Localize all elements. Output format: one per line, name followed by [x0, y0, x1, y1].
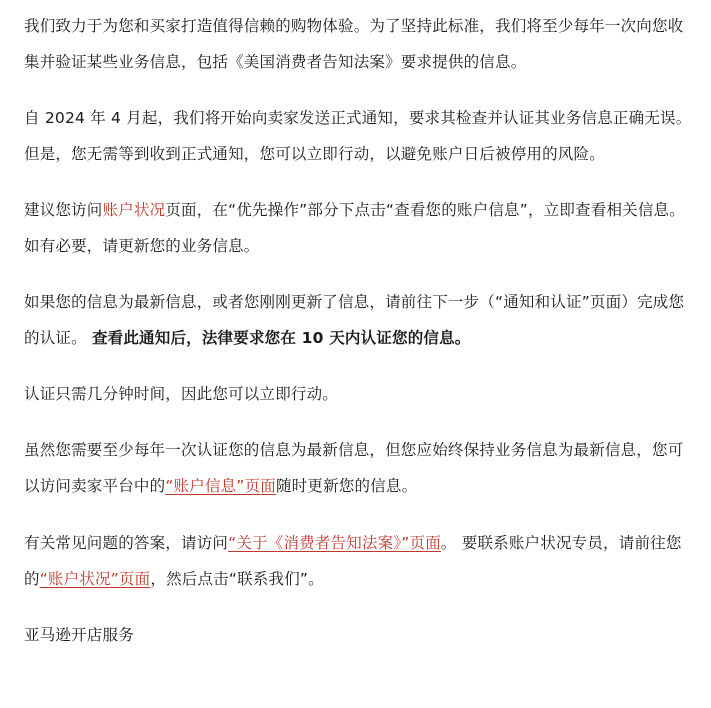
notice-body — [24, 8, 696, 653]
keep-updated-text-before: 虽然您需要至少每年一次认证您的信息为最新信息，但您应始终保持业务信息为最新信息，您可以访问卖家平台中的 — [24, 441, 684, 495]
faq-contact-paragraph — [24, 525, 696, 597]
notification-timing-text: 自 2024 年 4 月起，我们将开始向卖家发送正式通知，要求其检查并认证其业务信息正确无误。 但是，您无需等到收到正式通知，您可以立即行动，以避免账户日后被停用的风险。 — [24, 109, 692, 163]
account-info-page-link[interactable]: “账户信息”页面 — [165, 477, 276, 495]
review-suggestion-text-before: 建议您访问 — [24, 201, 103, 219]
faq-text-before: 有关常见问题的答案，请访问 — [24, 534, 229, 552]
review-suggestion-text-after: 页面，在“优先操作”部分下点击“查看您的账户信息”，立即查看相关信息。如有必要，请更新您的业务信息。 — [24, 201, 685, 255]
keep-updated-paragraph — [24, 432, 696, 504]
quick-action-text: 认证只需几分钟时间，因此您可以立即行动。 — [24, 385, 339, 403]
keep-updated-text-after: 随时更新您的信息。 — [275, 477, 418, 495]
faq-text-after: ，然后点击“联系我们”。 — [150, 570, 324, 588]
signature-paragraph — [24, 617, 696, 653]
intro-paragraph — [24, 8, 696, 80]
legal-deadline-text: 查看此通知后，法律要求您在 10 天内认证您的信息。 — [91, 329, 471, 347]
about-inform-act-page-link[interactable]: “关于《消费者告知法案》”页面 — [228, 534, 441, 552]
certification-paragraph — [24, 284, 696, 356]
account-health-link[interactable]: 账户状况 — [102, 201, 166, 219]
review-suggestion-paragraph — [24, 192, 696, 264]
notification-timing-paragraph — [24, 100, 696, 172]
certification-text: 如果您的信息为最新信息，或者您刚刚更新了信息，请前往下一步（“通知和认证”页面）完成您的认证。 — [24, 293, 685, 347]
quick-action-paragraph — [24, 376, 696, 412]
intro-text: 我们致力于为您和买家打造值得信赖的购物体验。为了坚持此标准，我们将至少每年一次向您收集并验证某些业务信息，包括《美国消费者告知法案》要求提供的信息。 — [24, 17, 684, 71]
account-health-page-link[interactable]: “账户状况”页面 — [39, 570, 151, 588]
signature-text: 亚马逊开店服务 — [24, 626, 134, 644]
faq-text-middle: 。 要联系账户状况专员，请前往您的 — [24, 534, 682, 588]
